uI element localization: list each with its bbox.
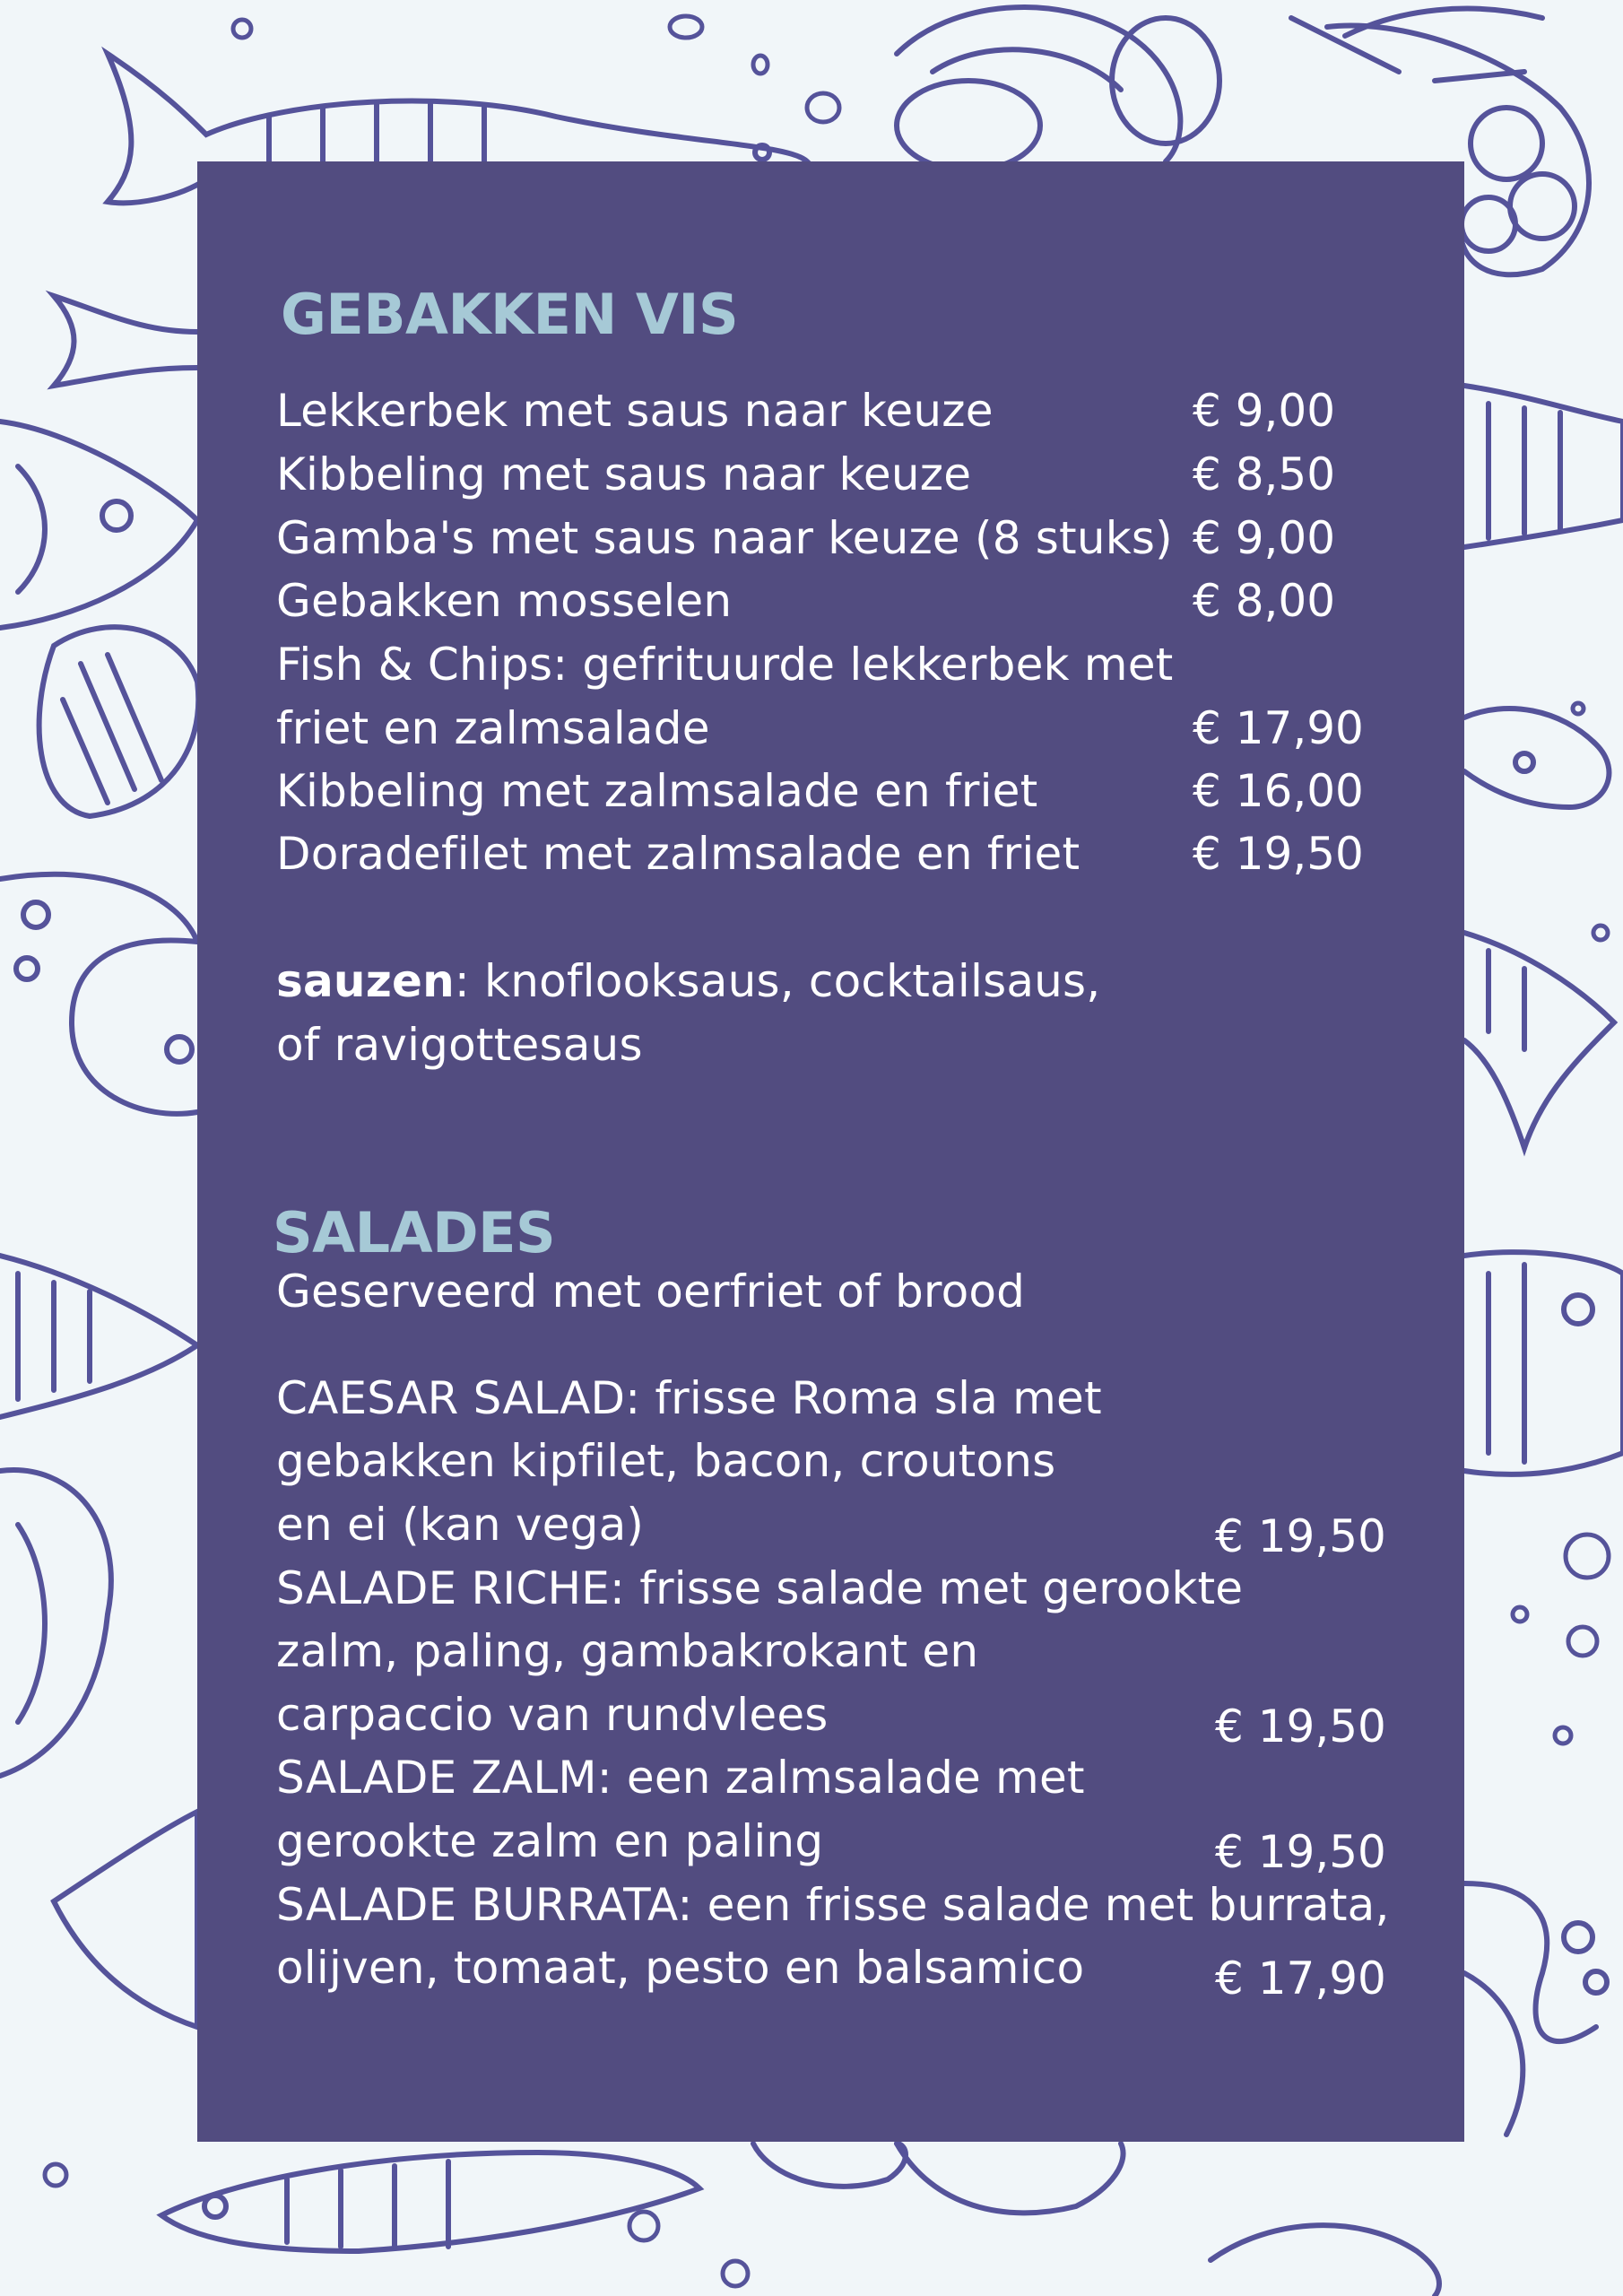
salad-description-line: zalm, paling, gambakrokant en [276, 1625, 979, 1677]
menu-item-price: € 8,00 [1193, 575, 1336, 627]
menu-item-price: € 19,50 [1193, 828, 1364, 880]
menu-item-name: Gamba's met saus naar keuze (8 stuks) [276, 512, 1173, 564]
section-heading-gebakken-vis: GEBAKKEN VIS [281, 282, 739, 347]
salad-description-line: carpaccio van rundvlees [276, 1689, 829, 1741]
sauces-label: sauzen [276, 955, 455, 1007]
salad-description-line: SALADE BURRATA: een frisse salade met burrata, [276, 1879, 1390, 1931]
menu-item-name: Kibbeling met saus naar keuze [276, 448, 972, 500]
salad-description-line: olijven, tomaat, pesto en balsamico [276, 1942, 1085, 1994]
menu-item-name: Lekkerbek met saus naar keuze [276, 385, 994, 437]
sauces-list-continued: of ravigottesaus [276, 1019, 643, 1071]
sauces-note [276, 954, 1100, 1008]
salad-price: € 19,50 [1215, 1700, 1386, 1752]
menu-item-price: € 9,00 [1193, 385, 1336, 437]
salad-description-line: gebakken kipfilet, bacon, croutons [276, 1435, 1056, 1487]
menu-item-name: Kibbeling met zalmsalade en friet [276, 765, 1038, 817]
salad-price: € 19,50 [1215, 1510, 1386, 1562]
menu-item-price: € 17,90 [1193, 702, 1364, 754]
salad-description-line: en ei (kan vega) [276, 1499, 645, 1551]
menu-item-name-line: friet en zalmsalade [276, 702, 710, 754]
menu-item-name-line: Fish & Chips: gefrituurde lekkerbek met [276, 639, 1174, 691]
salad-description-line: gerookte zalm en paling [276, 1815, 824, 1867]
salad-description-line: SALADE ZALM: een zalmsalade met [276, 1752, 1085, 1804]
salad-description-line: SALADE RICHE: frisse salade met gerookte [276, 1562, 1244, 1614]
menu-item-price: € 9,00 [1193, 512, 1336, 564]
menu-item-name: Gebakken mosselen [276, 575, 733, 627]
salad-description-line: CAESAR SALAD: frisse Roma sla met [276, 1372, 1102, 1424]
salad-price: € 17,90 [1215, 1952, 1386, 2005]
menu-item-name: Doradefilet met zalmsalade en friet [276, 828, 1081, 880]
menu-item-price: € 16,00 [1193, 765, 1364, 817]
section-heading-salades: SALADES [273, 1200, 556, 1265]
menu-item-price: € 8,50 [1193, 448, 1336, 500]
salad-price: € 19,50 [1215, 1826, 1386, 1878]
sauces-list: : knoflooksaus, cocktailsaus, [454, 955, 1101, 1007]
section-subtitle: Geserveerd met oerfriet of brood [276, 1265, 1026, 1318]
